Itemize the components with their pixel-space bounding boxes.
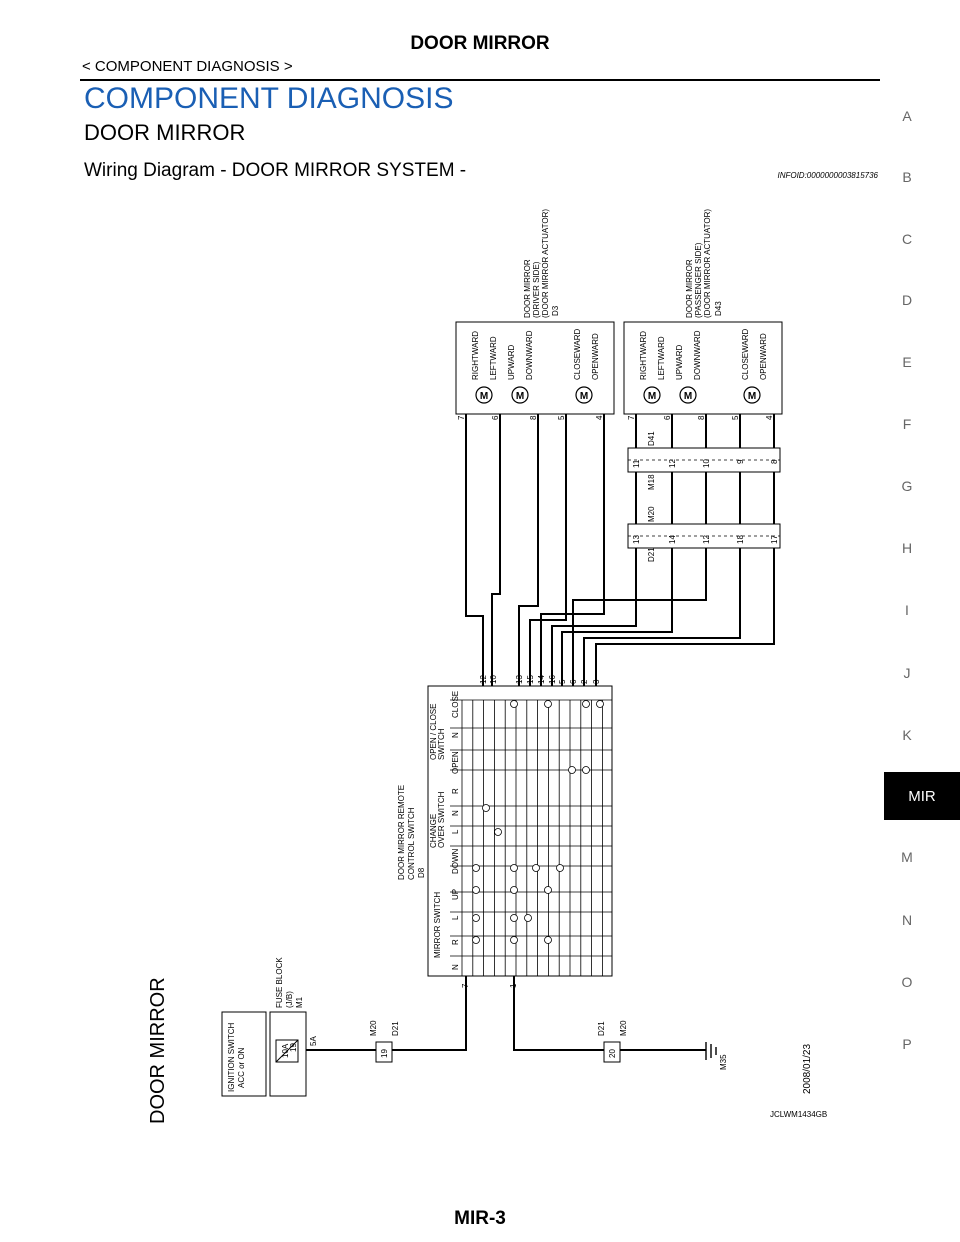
driver-mirror-label: (DRIVER SIDE) [532,261,541,318]
joint-lower-terminal: 13 [632,535,641,544]
passenger-mirror-connector: D43 [714,301,723,316]
driver-mirror-function: LEFTWARD [489,336,498,380]
switch-terminal: 7 [461,983,470,988]
switch-terminal: 12 [479,675,488,684]
driver-mirror-function: RIGHTWARD [471,330,480,380]
switch-position: UP [451,888,460,900]
page-number: MIR-3 [454,1208,506,1229]
fuse-terminal: 5A [309,1036,318,1046]
joint-upper-terminal: 8 [770,459,779,464]
joint-lower-terminal: 14 [668,535,677,544]
switch-terminal: 15 [526,675,535,684]
ground-icon [706,1042,716,1060]
passenger-mirror-function: UPWARD [675,344,684,380]
switch-position: N [451,810,460,816]
driver-mirror-connector: D3 [551,305,560,316]
diagram-date: 2008/01/23 [802,1043,813,1094]
remote-switch-label: DOOR MIRROR REMOTE [397,784,406,880]
driver-mirror-terminal: 4 [595,415,604,420]
joint1-connector: D21 [391,1021,400,1036]
passenger-mirror-label: DOOR MIRROR [685,259,694,318]
side-index-letter[interactable]: C [901,231,913,247]
side-index-tab-active[interactable]: MIR [884,772,960,820]
joint-upper-terminal: 12 [668,459,677,468]
ground-connector: M35 [719,1054,728,1070]
mirror-switch-label: MIRROR SWITCH [433,891,442,958]
side-index-letter[interactable]: J [903,665,911,681]
switch-terminal: 1 [509,983,518,988]
side-index-letter[interactable]: P [902,1036,912,1052]
joint-upper-terminal: 10 [702,459,711,468]
switch-terminal: 10 [489,675,498,684]
ignition-label: IGNITION SWITCH [227,1022,236,1092]
passenger-mirror-terminal: 7 [627,415,636,420]
joint1-connector: M20 [369,1020,378,1036]
wires [306,414,774,1050]
breadcrumb: < COMPONENT DIAGNOSIS > [82,58,293,75]
driver-mirror-function: DOWNWARD [525,330,534,380]
driver-mirror-terminal: 5 [557,415,566,420]
switch-position: CLOSE [451,690,460,718]
change-over-label: CHANGE [429,813,438,848]
joint-lower-connector: M20 [647,506,656,522]
switch-position: OPEN [451,751,460,774]
switch-position: N [451,732,460,738]
driver-mirror-function: CLOSEWARD [573,328,582,380]
driver-mirror-terminal: 6 [491,415,500,420]
passenger-mirror-function: CLOSEWARD [741,328,750,380]
motor-label: M [515,391,525,402]
switch-terminal: 6 [569,679,578,684]
switch-terminal: 5 [558,679,567,684]
remote-switch-label: CONTROL SWITCH [407,807,416,880]
section-title: COMPONENT DIAGNOSIS [84,82,454,115]
side-index-letter[interactable]: N [901,912,913,928]
driver-mirror-label: (DOOR MIRROR ACTUATOR) [541,208,550,318]
switch-position: DOWN [451,848,460,874]
passenger-mirror-terminal: 4 [765,415,774,420]
passenger-mirror-function: DOWNWARD [693,330,702,380]
fuse-label: (J/B) [285,991,294,1008]
joint2-connector: D21 [597,1021,606,1036]
driver-mirror-label: DOOR MIRROR [523,259,532,318]
diagram-vertical-title: DOOR MIRROR [147,977,169,1124]
switch-position: N [451,964,460,970]
joint-upper-connector: D41 [647,431,656,446]
switch-position: L [451,915,460,920]
side-index-letter[interactable]: O [901,974,913,990]
joint1-terminal: 19 [380,1049,389,1058]
driver-mirror-function: UPWARD [507,344,516,380]
joint-upper-terminal: 11 [632,459,641,468]
open-close-label: SWITCH [437,728,446,760]
drawing-code: JCLWM1434GB [770,1110,828,1119]
motor-label: M [579,391,589,402]
joint2-terminal: 20 [608,1049,617,1058]
side-index-letter[interactable]: H [901,540,913,556]
joint2-connector: M20 [619,1020,628,1036]
side-index-letter[interactable]: F [902,416,912,432]
passenger-mirror-label: (DOOR MIRROR ACTUATOR) [703,208,712,318]
subsection-title: DOOR MIRROR [84,120,246,145]
change-over-label: OVER SWITCH [437,791,446,848]
switch-position: L [451,829,460,834]
side-index-letter[interactable]: M [901,849,913,865]
joint-lower-terminal: 18 [736,535,745,544]
joint-lower-connector: D21 [647,547,656,562]
side-index-letter[interactable]: I [905,602,909,618]
passenger-mirror-function: LEFTWARD [657,336,666,380]
diagram-title: Wiring Diagram - DOOR MIRROR SYSTEM - [84,160,467,181]
passenger-mirror-terminal: 5 [731,415,740,420]
switch-terminal: 13 [515,675,524,684]
driver-mirror-terminal: 8 [529,415,538,420]
ignition-label: ACC or ON [237,1047,246,1088]
motor-label: M [747,391,757,402]
passenger-mirror-terminal: 6 [663,415,672,420]
driver-mirror-function: OPENWARD [591,333,600,380]
motor-label: M [683,391,693,402]
side-index-letter[interactable]: E [902,354,912,370]
switch-terminal: 3 [592,679,601,684]
side-index-letter[interactable]: D [901,292,913,308]
motor-label: M [647,391,657,402]
fuse-connector: M1 [295,996,304,1008]
joint-upper-connector: M18 [647,474,656,490]
switch-grid [450,700,612,976]
passenger-mirror-function: OPENWARD [759,333,768,380]
side-index-letter[interactable]: K [902,727,912,743]
fuse-number: 19 [289,1043,298,1052]
joint-lower-terminal: 12 [702,535,711,544]
motor-label: M [479,391,489,402]
switch-position: R [451,788,460,794]
switch-terminal: 14 [537,675,546,684]
passenger-mirror-terminal: 8 [697,415,706,420]
joint-lower-terminal: 17 [770,535,779,544]
side-index-letter[interactable]: B [902,169,912,185]
side-index-letter[interactable]: G [901,478,913,494]
fuse-amps: 10A [281,1043,290,1058]
page-title: DOOR MIRROR [410,33,550,54]
switch-terminal: 2 [580,679,589,684]
remote-switch-connector: D8 [417,867,426,878]
side-index-letter[interactable]: A [902,108,912,124]
passenger-mirror-function: RIGHTWARD [639,330,648,380]
open-close-label: OPEN / CLOSE [429,703,438,760]
info-id: INFOID:0000000003815736 [777,171,878,180]
joint-upper-terminal: 9 [736,459,745,464]
switch-position: R [451,939,460,945]
driver-mirror-terminal: 7 [457,415,466,420]
switch-terminal: 16 [548,675,557,684]
passenger-mirror-label: (PASSENGER SIDE) [694,242,703,318]
fuse-label: FUSE BLOCK [275,957,284,1008]
